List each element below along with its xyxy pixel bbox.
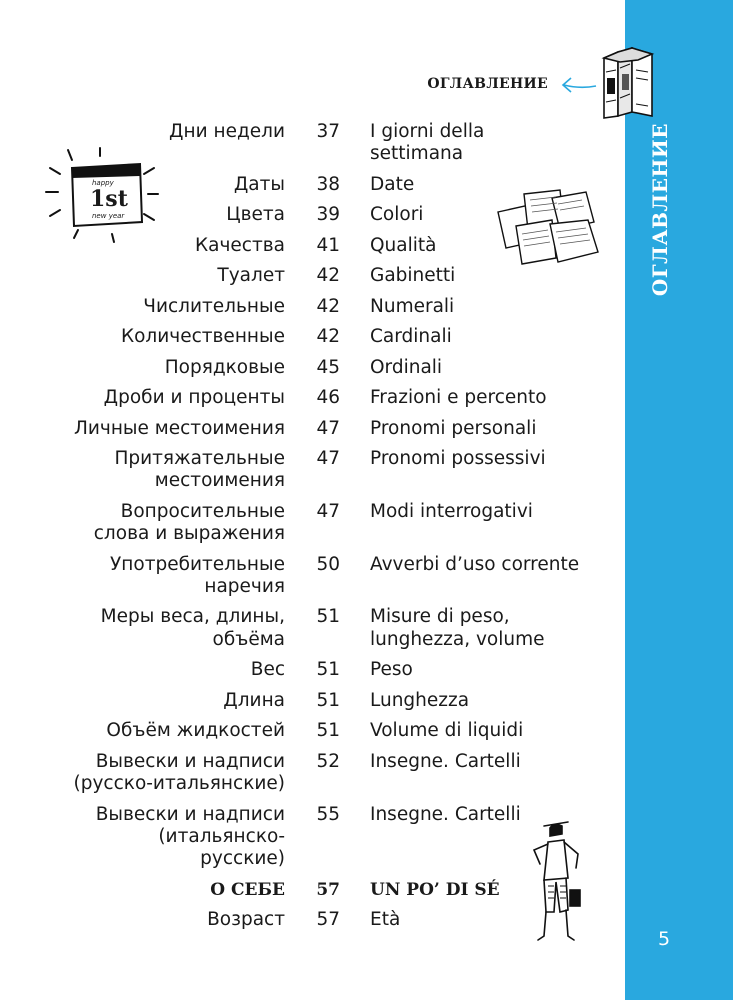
- toc-entry-page: 51: [316, 606, 340, 628]
- toc-entry-page: 39: [316, 204, 340, 226]
- toc-entry-italian: [370, 909, 620, 931]
- toc-entry-page: 46: [316, 387, 340, 409]
- toc-entry-italian: [370, 357, 620, 379]
- toc-entry-russian-line: Вопросительные: [120, 500, 285, 522]
- toc-entry[interactable]: [0, 235, 620, 257]
- toc-entry[interactable]: [0, 659, 620, 681]
- toc-entry-russian: [0, 174, 285, 196]
- toc-entry-italian: [370, 606, 620, 651]
- toc-entry-russian: [0, 387, 285, 409]
- toc-entry-italian-line: Numerali: [370, 295, 455, 317]
- toc-entry-russian-line: Вывески и надписи: [95, 750, 285, 772]
- toc-entry-italian: [370, 387, 620, 409]
- toc-entry-italian-line: Misure di peso,: [370, 606, 510, 628]
- toc-entry-russian-line: (итальянско-: [158, 825, 285, 847]
- toc-entry-italian: [370, 265, 620, 287]
- toc-entry-russian-line: Личные местоимения: [73, 417, 285, 439]
- toc-entry-italian-line: Età: [370, 909, 401, 931]
- arrow-icon: [560, 74, 598, 98]
- toc-entry-page: 47: [316, 448, 340, 470]
- toc-entry-russian-line: Вывески и надписи: [95, 803, 285, 825]
- toc-entry-italian: [370, 235, 620, 257]
- toc-entry[interactable]: [0, 690, 620, 712]
- toc-entry-russian-line: (русско-итальянские): [73, 773, 285, 795]
- toc-entry-russian: [0, 751, 285, 796]
- toc-entry[interactable]: [0, 387, 620, 409]
- toc-entry-russian: [0, 804, 285, 871]
- toc-entry-page: 51: [316, 659, 340, 681]
- toc-entry-page: 45: [316, 356, 340, 378]
- toc-entry-italian-line: Pronomi personali: [370, 417, 537, 439]
- toc-entry-russian: [0, 448, 285, 493]
- toc-entry-page: 47: [316, 417, 340, 439]
- calendar-line-happy: happy: [92, 179, 114, 187]
- toc-entry-page: 52: [316, 750, 340, 772]
- toc-entry-italian: [370, 418, 620, 440]
- page-title: ОГЛАВЛЕНИЕ: [427, 76, 548, 92]
- table-of-contents: [0, 121, 620, 940]
- toc-entry-russian: [0, 606, 285, 651]
- toc-entry-russian: [0, 418, 285, 440]
- toc-entry-italian: [370, 204, 620, 226]
- toc-entry-page: 57: [316, 909, 340, 931]
- toc-entry-russian: [0, 501, 285, 546]
- toc-entry-italian-line: Date: [370, 173, 415, 195]
- toc-entry-russian: [0, 690, 285, 712]
- toc-entry-russian-line: Числительные: [143, 295, 285, 317]
- toc-entry[interactable]: [0, 804, 620, 871]
- toc-entry-page: 42: [316, 265, 340, 287]
- toc-entry-russian-line: Возраст: [207, 909, 285, 931]
- toc-entry-russian: [0, 265, 285, 287]
- toc-entry-italian: [370, 296, 620, 318]
- toc-entry-russian: [0, 357, 285, 379]
- toc-entry-russian: [0, 720, 285, 742]
- toc-entry[interactable]: [0, 720, 620, 742]
- toc-entry-russian-line: Качества: [195, 234, 285, 256]
- toc-entry-italian-line: Gabinetti: [370, 265, 456, 287]
- toc-entry-page: 47: [316, 500, 340, 522]
- toc-entry-page: 38: [316, 173, 340, 195]
- toc-entry-page: 37: [316, 121, 340, 142]
- toc-entry[interactable]: [0, 204, 620, 226]
- toc-entry[interactable]: [0, 174, 620, 196]
- toc-entry-russian-line: О СЕБЕ: [210, 879, 285, 900]
- toc-entry-italian: [370, 879, 620, 901]
- toc-entry[interactable]: [0, 357, 620, 379]
- toc-entry-italian-line: Peso: [370, 659, 413, 681]
- page-number: 5: [657, 928, 671, 950]
- toc-entry-italian-line: Cardinali: [370, 326, 452, 348]
- side-tab-title-wrap: [630, 120, 690, 300]
- toc-entry-russian-line: местоимения: [154, 470, 285, 492]
- toc-entry-italian-line: Avverbi d’uso corrente: [370, 553, 580, 575]
- toc-entry-russian-line: объёма: [212, 628, 285, 650]
- toc-entry-russian: [0, 296, 285, 318]
- toc-entry-italian-line: I giorni della: [370, 121, 485, 142]
- toc-entry-italian-line: Lunghezza: [370, 689, 470, 711]
- toc-entry-russian-line: Количественные: [120, 326, 285, 348]
- toc-entry[interactable]: [0, 296, 620, 318]
- toc-entry-page: 42: [316, 326, 340, 348]
- toc-entry-italian-line: UN PO’ DI SÉ: [370, 879, 500, 900]
- toc-entry-russian: [0, 121, 285, 143]
- toc-entry-page: 42: [316, 295, 340, 317]
- toc-entry-italian: [370, 690, 620, 712]
- toc-entry[interactable]: [0, 121, 620, 166]
- toc-entry-italian: [370, 720, 620, 742]
- toc-entry-italian-line: Insegne. Cartelli: [370, 750, 521, 772]
- toc-entry[interactable]: [0, 879, 620, 901]
- toc-entry-italian-line: lunghezza, volume: [370, 628, 545, 650]
- toc-entry[interactable]: [0, 448, 620, 493]
- calendar-line-new-year: new year: [92, 212, 125, 220]
- toc-entry-russian-line: Туалет: [217, 265, 285, 287]
- toc-entry-italian-line: Modi interrogativi: [370, 500, 533, 522]
- toc-entry[interactable]: [0, 265, 620, 287]
- toc-entry-page: 51: [316, 689, 340, 711]
- toc-entry-russian-line: Цвета: [226, 204, 285, 226]
- toc-entry[interactable]: [0, 606, 620, 651]
- toc-entry[interactable]: [0, 909, 620, 931]
- toc-entry[interactable]: [0, 751, 620, 796]
- toc-entry-russian-line: Вес: [250, 659, 285, 681]
- toc-entry-italian-line: Insegne. Cartelli: [370, 803, 521, 825]
- toc-entry-italian-line: Qualità: [370, 234, 437, 256]
- toc-entry-italian-line: settimana: [370, 143, 464, 165]
- toc-entry-italian: [370, 121, 620, 166]
- toc-entry-italian: [370, 174, 620, 196]
- side-tab-title: ОГЛАВЛЕНИЕ: [648, 123, 672, 297]
- toc-entry-russian-line: Объём жидкостей: [106, 720, 285, 742]
- toc-entry-russian-line: Даты: [233, 173, 285, 195]
- toc-entry-page: 57: [316, 879, 340, 900]
- toc-entry-russian: [0, 235, 285, 257]
- toc-entry-italian: [370, 448, 620, 470]
- toc-entry-italian: [370, 804, 620, 826]
- toc-entry-italian-line: Colori: [370, 204, 424, 226]
- toc-entry-italian-line: Ordinali: [370, 356, 443, 378]
- toc-entry-russian: [0, 554, 285, 599]
- books-icon: [598, 42, 656, 122]
- calendar-day: 1st: [90, 186, 128, 212]
- toc-entry[interactable]: [0, 326, 620, 348]
- toc-entry-italian: [370, 326, 620, 348]
- toc-entry-russian: [0, 326, 285, 348]
- toc-entry-page: 50: [316, 553, 340, 575]
- toc-entry[interactable]: [0, 501, 620, 546]
- toc-entry-russian-line: Употребительные: [110, 553, 285, 575]
- toc-entry-russian-line: Дни недели: [169, 121, 285, 142]
- toc-entry-italian-line: Frazioni e percento: [370, 387, 547, 409]
- toc-entry-russian-line: Меры веса, длины,: [100, 606, 285, 628]
- toc-entry-italian: [370, 501, 620, 523]
- toc-entry-italian: [370, 554, 620, 576]
- toc-entry-russian-line: слова и выражения: [93, 523, 285, 545]
- toc-entry-italian: [370, 751, 620, 773]
- toc-entry-russian-line: Притяжательные: [114, 448, 285, 470]
- toc-entry-italian-line: Pronomi possessivi: [370, 448, 546, 470]
- toc-entry-russian-line: Порядковые: [164, 356, 285, 378]
- toc-entry-page: 51: [316, 720, 340, 742]
- toc-entry-russian-line: Дроби и проценты: [103, 387, 285, 409]
- toc-entry-russian-line: наречия: [204, 576, 285, 597]
- toc-entry-russian: [0, 659, 285, 681]
- toc-entry-page: 41: [316, 234, 340, 256]
- toc-entry-italian: [370, 659, 620, 681]
- toc-entry-italian-line: Volume di liquidi: [370, 720, 524, 742]
- toc-entry-page: 55: [316, 803, 340, 825]
- toc-entry-russian-line: русские): [200, 848, 285, 870]
- toc-entry[interactable]: [0, 554, 620, 599]
- toc-entry[interactable]: [0, 418, 620, 440]
- toc-entry-russian-line: Длина: [223, 689, 285, 711]
- toc-entry-russian: [0, 204, 285, 226]
- toc-entry-russian: [0, 879, 285, 901]
- toc-entry-russian: [0, 909, 285, 931]
